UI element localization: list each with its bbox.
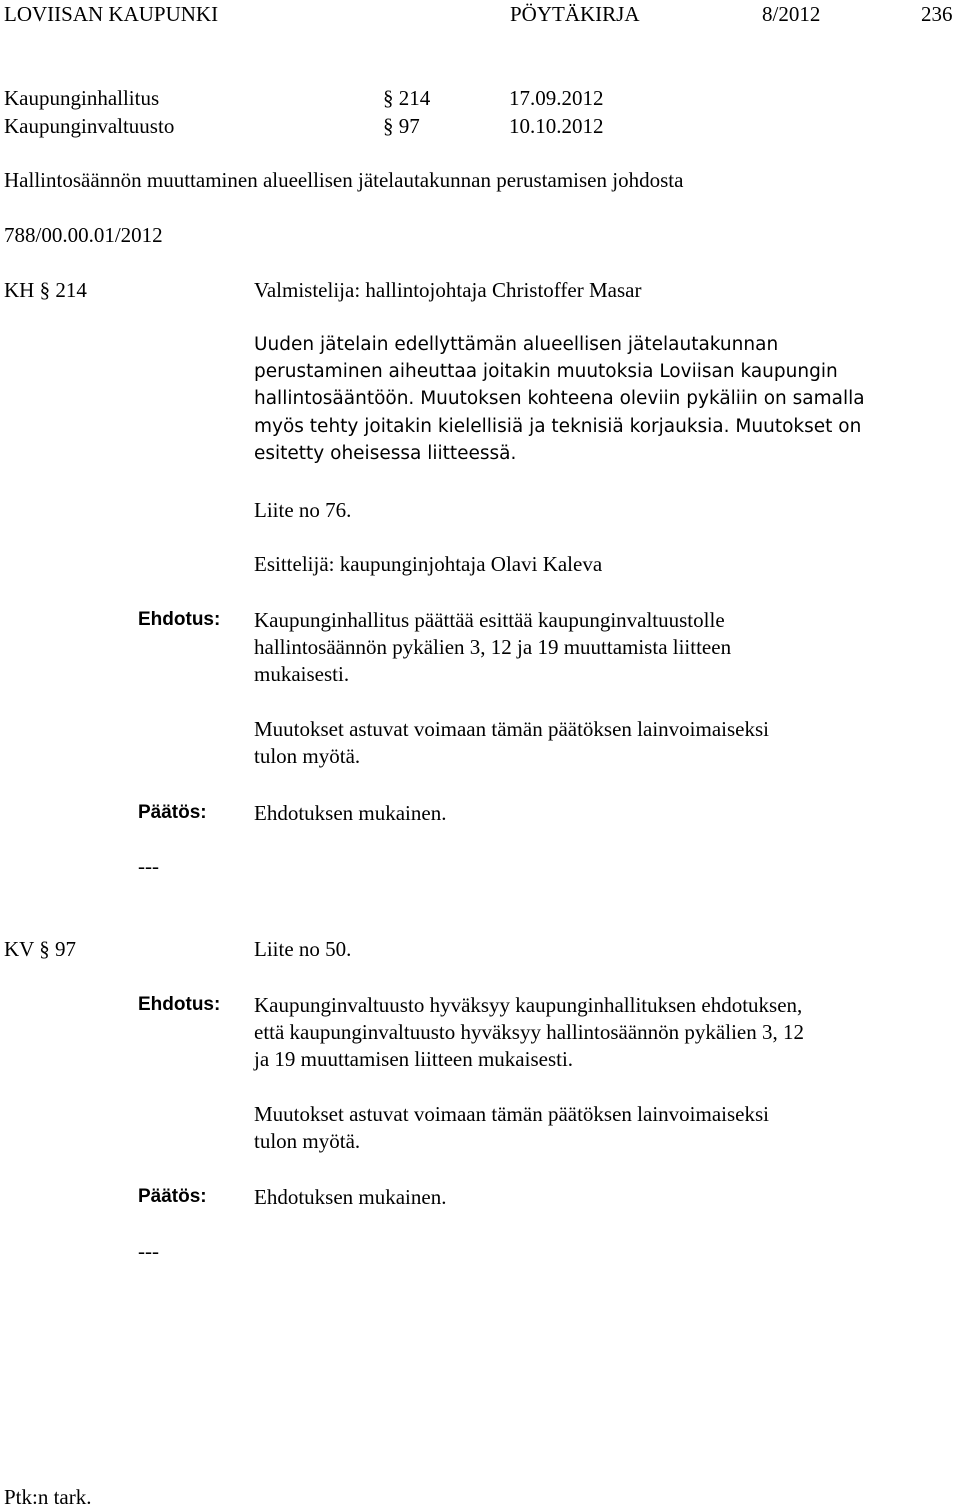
header-issue: 8/2012 [762,2,821,26]
kh-effect-line: Muutokset astuvat voimaan tämän päätöksen lainvoimaiseksi [254,717,769,741]
kv-proposal-line: Kaupunginvaltuusto hyväksyy kaupunginhallituksen ehdotuksen, [254,993,803,1017]
kh-body-line: esitetty oheisessa liitteessä. [254,443,517,464]
kh-section-ref: KH § 214 [4,278,87,302]
meeting-date: 17.09.2012 [509,86,604,110]
meeting-body: Kaupunginhallitus [4,86,160,110]
kh-presenter: Esittelijä: kaupunginjohtaja Olavi Kaleva [254,552,603,576]
kh-proposal-label: Ehdotus: [138,609,221,630]
document-title: Hallintosäännön muuttaminen alueellisen jätelautakunnan perustamisen johdosta [4,168,684,192]
header-city: LOVIISAN KAUPUNKI [4,2,219,26]
kh-separator: --- [138,854,159,878]
kh-attachment: Liite no 76. [254,498,352,522]
kh-proposal-line: Kaupunginhallitus päättää esittää kaupunginvaltuustolle [254,608,725,632]
footer-minutes-check: Ptk:n tark. [4,1485,92,1509]
meeting-body: Kaupunginvaltuusto [4,114,175,138]
kh-decision-label: Päätös: [138,802,207,823]
kv-proposal-line: että kaupunginvaltuusto hyväksyy hallintosäännön pykälien 3, 12 [254,1020,804,1044]
kv-attachment: Liite no 50. [254,937,352,961]
kh-effect-line: tulon myötä. [254,744,361,768]
kv-separator: --- [138,1239,159,1263]
kh-proposal-line: hallintosäännön pykälien 3, 12 ja 19 muuttamista liitteen [254,635,732,659]
kh-preparer: Valmistelija: hallintojohtaja Christoffer Masar [254,278,642,302]
kh-body-line: perustaminen aiheuttaa joitakin muutoksia Loviisan kaupungin [254,361,838,382]
kv-effect-line: Muutokset astuvat voimaan tämän päätöksen lainvoimaiseksi [254,1102,769,1126]
kh-decision: Ehdotuksen mukainen. [254,801,447,825]
kv-decision: Ehdotuksen mukainen. [254,1185,447,1209]
kv-proposal-line: ja 19 muuttamisen liitteen mukaisesti. [254,1047,574,1071]
kv-decision-label: Päätös: [138,1186,207,1207]
file-number: 788/00.00.01/2012 [4,223,163,247]
kh-body-line: Uuden jätelain edellyttämän alueellisen jätelautakunnan [254,334,779,355]
kv-effect-line: tulon myötä. [254,1129,361,1153]
kh-proposal-line: mukaisesti. [254,662,350,686]
meeting-date: 10.10.2012 [509,114,604,138]
header-doc-type: PÖYTÄKIRJA [510,2,640,26]
kv-section-ref: KV § 97 [4,937,76,961]
header-page-number: 236 [921,2,953,26]
kh-body-line: hallintosääntöön. Muutoksen kohteena oleviin pykäliin on samalla [254,388,865,409]
kh-body-line: myös tehty joitakin kielellisiä ja teknisiä korjauksia. Muutokset on [254,416,862,437]
meeting-section: § 97 [383,114,420,138]
kv-proposal-label: Ehdotus: [138,994,221,1015]
meeting-section: § 214 [383,86,431,110]
